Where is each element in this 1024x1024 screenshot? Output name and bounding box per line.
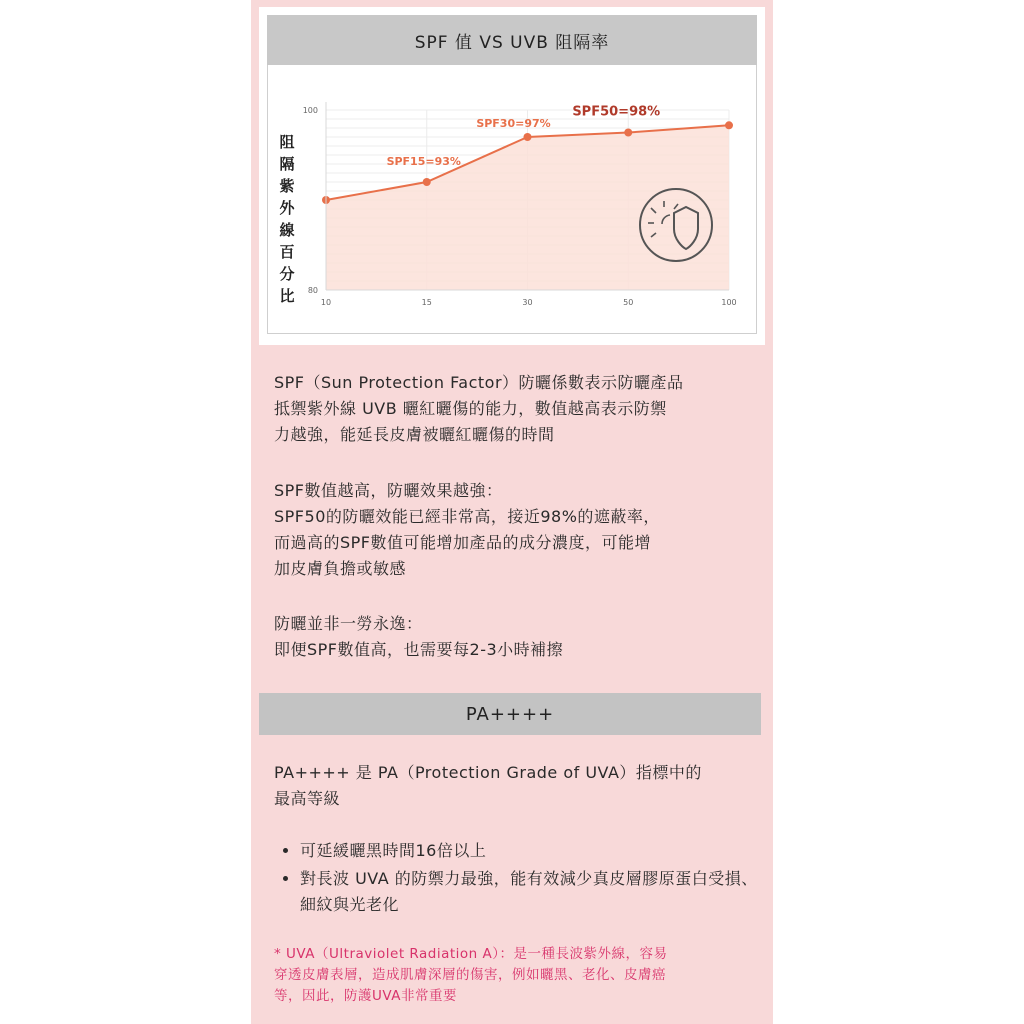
y-tick-label: 100 — [302, 106, 318, 115]
data-label: SPF30=97% — [476, 117, 551, 130]
data-point — [423, 178, 431, 186]
spf-high-section — [274, 478, 754, 582]
pa-section-title: PA++++ — [259, 693, 761, 735]
text-line: 防曬並非一勞永逸： — [274, 614, 423, 633]
text-line: 即便SPF數值高，也需要每2-3小時補擦 — [274, 640, 564, 659]
uva-note — [274, 944, 754, 1007]
x-tick-label: 30 — [522, 298, 533, 307]
content-panel — [251, 0, 773, 1024]
x-tick-label: 100 — [721, 298, 737, 307]
pa-intro — [274, 760, 754, 812]
text-line: 而過高的SPF數值可能增加產品的成分濃度，可能增 — [274, 533, 652, 552]
text-line: PA++++ 是 PA（Protection Grade of UVA）指標中的 — [274, 763, 702, 782]
text-line: 最高等級 — [274, 789, 341, 808]
y-tick-label: 80 — [307, 286, 318, 295]
list-item: • 對長波 UVA 的防禦力最強，能有效減少真皮層膠原蛋白受損、細紋與光老化 — [300, 866, 770, 918]
data-label: SPF50=98% — [572, 104, 661, 120]
chart-card — [259, 7, 765, 345]
text-line: 加皮膚負擔或敏感 — [274, 559, 407, 578]
data-point — [725, 121, 733, 129]
x-tick-label: 50 — [623, 298, 634, 307]
note-line: 等，因此，防護UVA非常重要 — [274, 988, 457, 1004]
y-axis-label: 阻隔紫外線百分比 — [279, 133, 295, 305]
note-line: 穿透皮膚表層，造成肌膚深層的傷害，例如曬黑、老化、皮膚癌 — [274, 967, 666, 983]
pa-bullets — [274, 838, 770, 920]
data-point — [524, 133, 532, 141]
data-point — [624, 129, 632, 137]
text-line: SPF數值越高，防曬效果越強： — [274, 481, 503, 500]
text-line: 力越強，能延長皮膚被曬紅曬傷的時間 — [274, 425, 555, 444]
list-item: • 可延緩曬黑時間16倍以上 — [300, 838, 770, 864]
text-line: SPF50的防曬效能已經非常高，接近98%的遮蔽率， — [274, 507, 660, 526]
text-line: SPF（Sun Protection Factor）防曬係數表示防曬產品 — [274, 373, 684, 392]
area-fill — [326, 125, 729, 290]
line-chart — [259, 7, 765, 345]
x-tick-label: 10 — [320, 298, 332, 307]
spf-intro — [274, 370, 754, 448]
chart-title: SPF 值 VS UVB 阻隔率 — [267, 15, 757, 65]
reapply-section — [274, 611, 754, 663]
x-tick-label: 15 — [421, 298, 432, 307]
text-line: 抵禦紫外線 UVB 曬紅曬傷的能力，數值越高表示防禦 — [274, 399, 667, 418]
data-label: SPF15=93% — [386, 155, 461, 168]
note-line: * UVA（Ultraviolet Radiation A）：是一種長波紫外線，容易 — [274, 946, 668, 962]
